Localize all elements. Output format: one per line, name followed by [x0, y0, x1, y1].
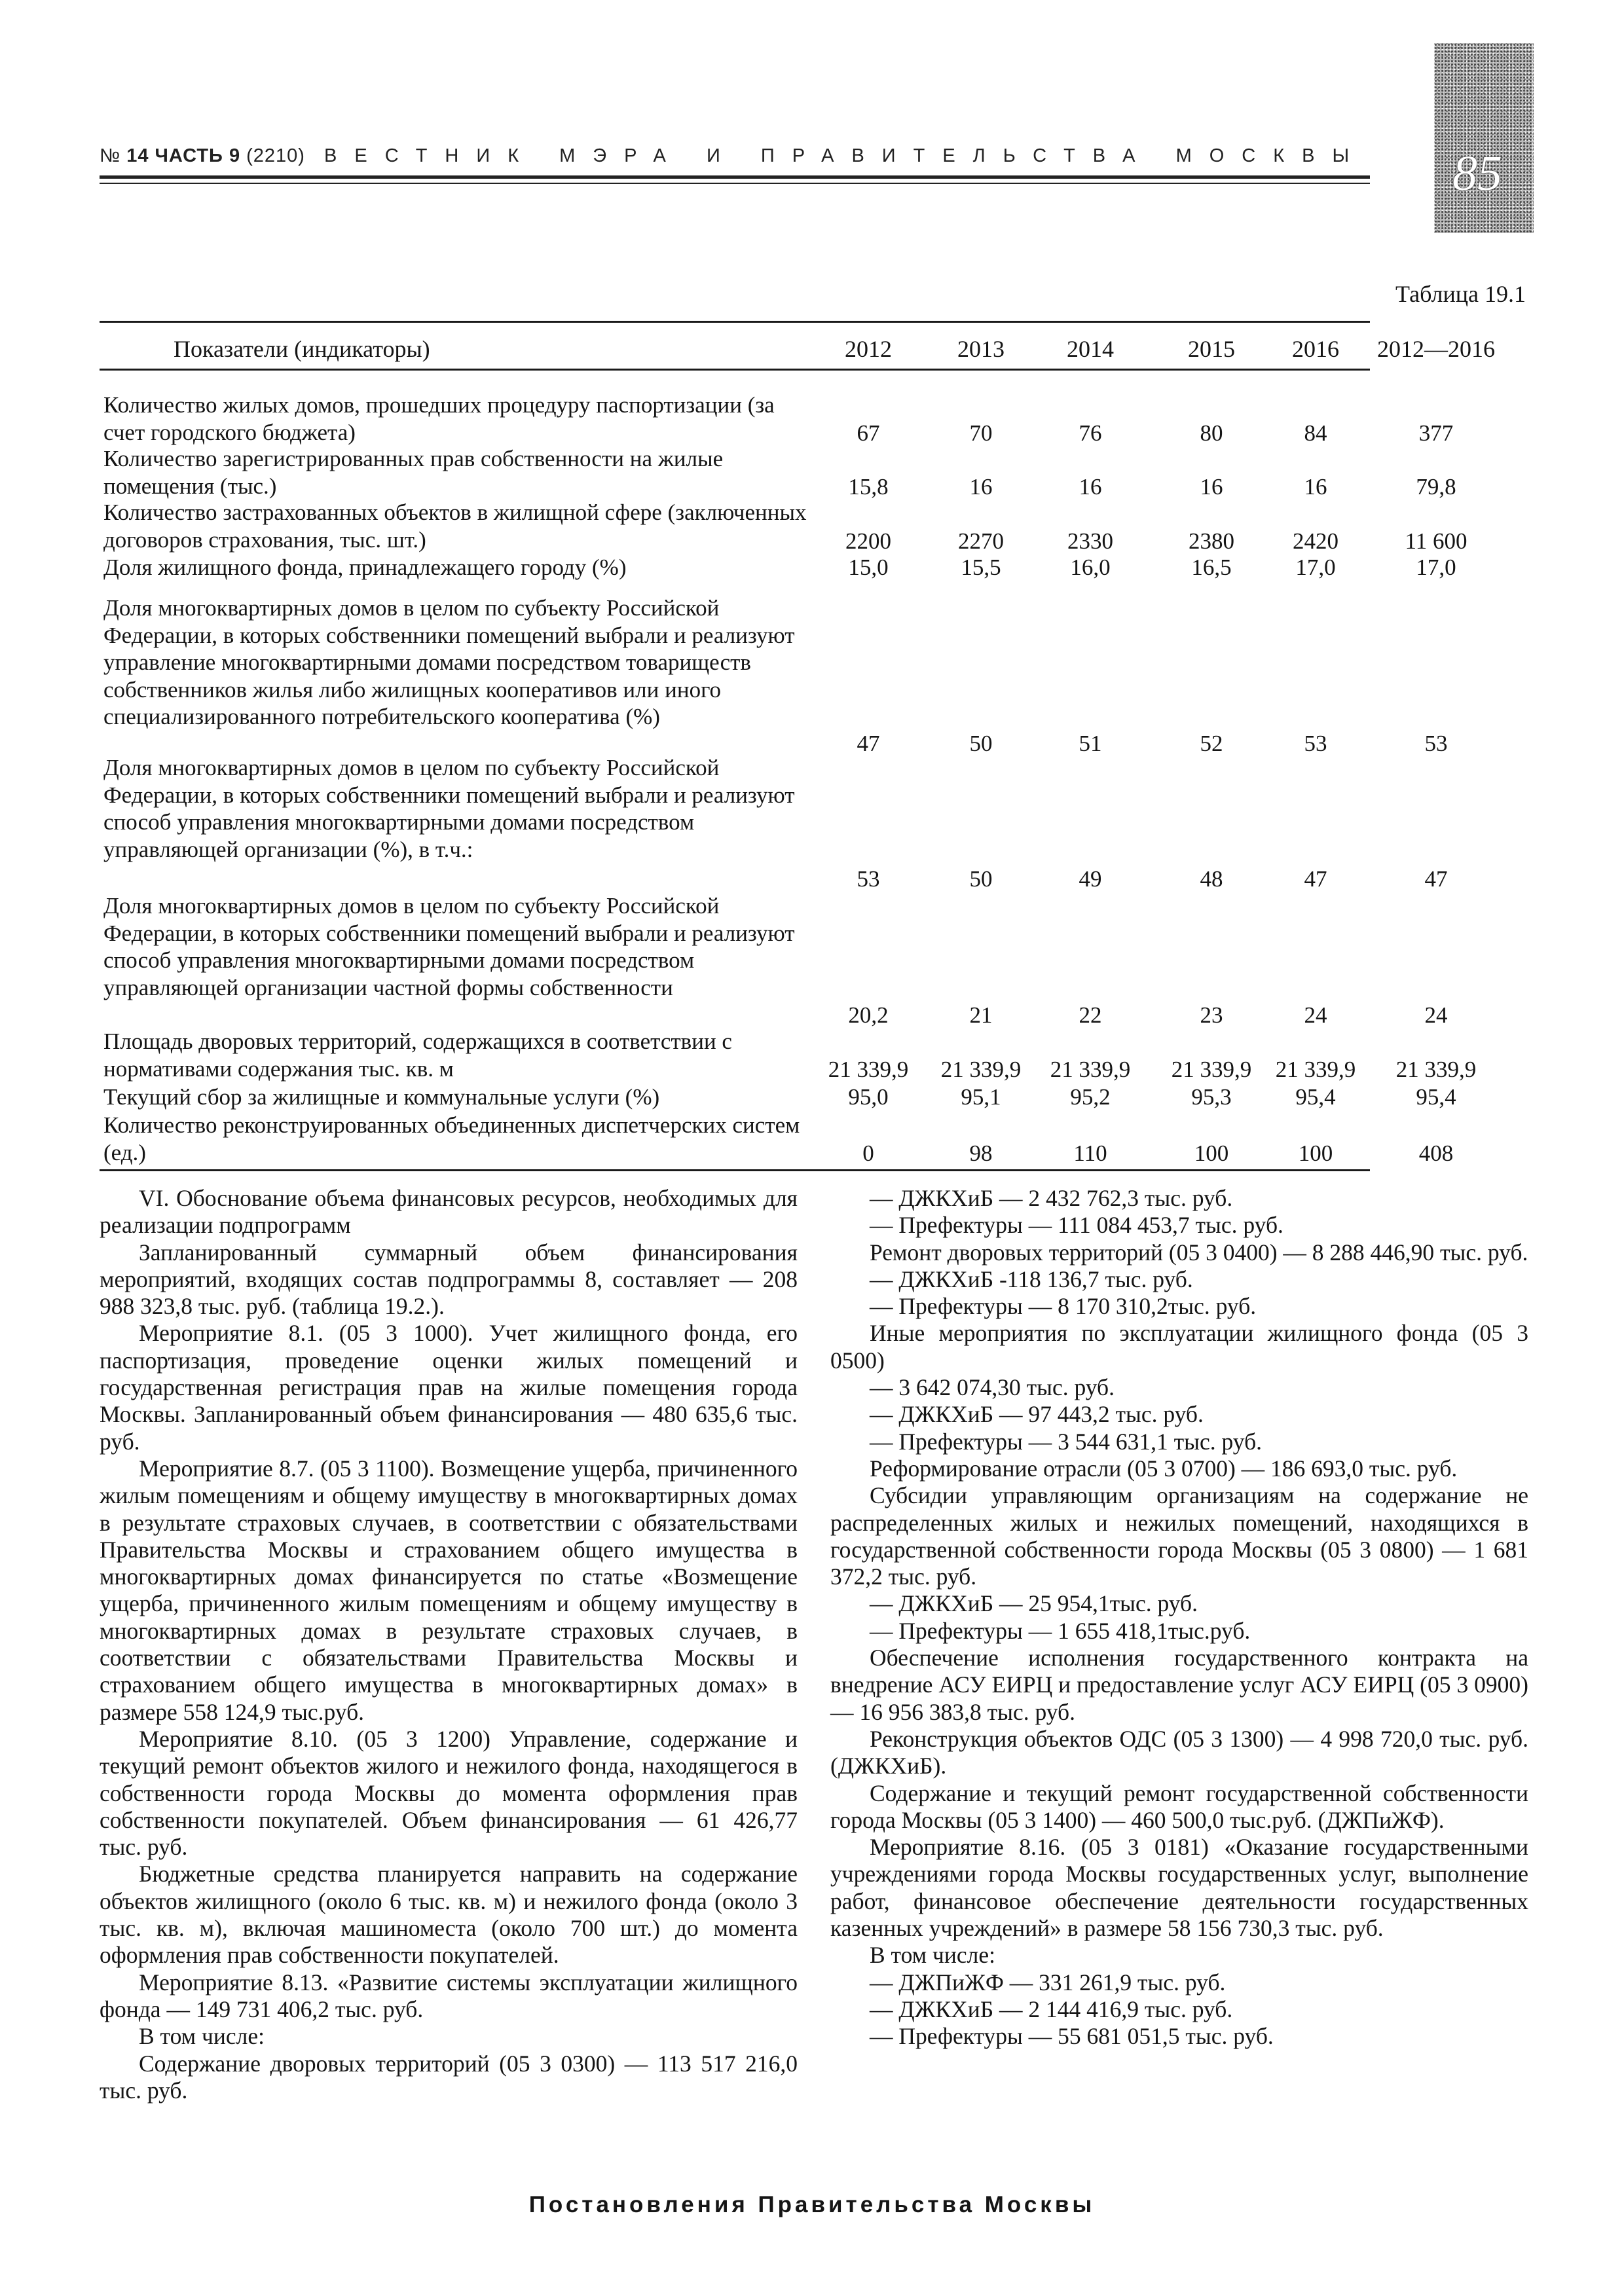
table-cell: 53 [1304, 731, 1327, 756]
header-rule-thin [100, 183, 1370, 184]
table-cell: 16 [1079, 474, 1102, 500]
table-top-rule [100, 321, 1370, 323]
header-2016: 2016 [1292, 336, 1339, 362]
paragraph: Обеспечение исполнения государственного контракта на внедрение АСУ ЕИРЦ и предоставление услуг АСУ ЕИРЦ (05 3 0900) — 16 956 383,8 тыс. руб. [830, 1645, 1528, 1725]
table-cell: 408 [1418, 1140, 1454, 1166]
table-cell: 70 [969, 420, 993, 446]
table-cell: 21 339,9 [940, 1057, 1022, 1082]
table-cell: 21 [969, 1002, 993, 1028]
header-rule-thick [100, 175, 1370, 179]
table-cell: 20,2 [848, 1002, 889, 1028]
paragraph: Бюджетные средства планируется направить на содержание объектов жилищного (около 6 тыс. кв. м) и нежилого фонда (около 3 тыс. кв. м), включая машиноместа (около 700 шт.) до момента оформления прав собственности покупателей. [100, 1861, 798, 1969]
paragraph: VI. Обоснование объема финансовых ресурсов, необходимых для реализации подпрограмм [100, 1185, 798, 1239]
table-cell: 47 [1304, 866, 1327, 892]
table-cell: 15,5 [961, 555, 1001, 580]
left-column [100, 1185, 798, 2104]
table-cell: 21 339,9 [1395, 1057, 1477, 1082]
paragraph: — ДЖКХиБ -118 136,7 тыс. руб. [870, 1266, 1193, 1292]
table-cell: 17,0 [1295, 555, 1336, 580]
table-cell: 95,4 [1416, 1084, 1456, 1110]
paragraph: Субсидии управляющим организациям на содержание не распределенных жилых и нежилых помещений, находящихся в государственной собственности города Москвы (05 3 0800) — 1 681 372,2 тыс. руб. [830, 1482, 1528, 1590]
table-row-label: Количество реконструированных объединенных диспетчерских систем (ед.) [103, 1112, 800, 1165]
table-cell: 84 [1304, 420, 1327, 446]
paragraph: В том числе: [139, 2023, 265, 2050]
table-row-label: Доля многоквартирных домов в целом по субъекту Российской Федерации, в которых собственники помещений выбрали и реализуют способ управления многоквартирными домами посредством управляющей организации (%), в т.ч.: [103, 755, 795, 862]
paragraph: — Префектуры — 55 681 051,5 тыс. руб. [870, 2023, 1274, 2050]
paragraph: Реконструкция объектов ОДС (05 3 1300) — 4 998 720,0 тыс. руб. (ДЖКХиБ). [830, 1725, 1528, 1779]
table-row-label: Текущий сбор за жилищные и коммунальные услуги (%) [103, 1084, 660, 1110]
table-caption: Таблица 19.1 [1395, 281, 1526, 307]
table-cell: 21 339,9 [1050, 1057, 1131, 1082]
number-sign: № [100, 145, 121, 166]
table-row-label: Количество зарегистрированных прав собственности на жилые помещения (тыс.) [103, 446, 724, 499]
table-row-label: Доля жилищного фонда, принадлежащего городу (%) [103, 555, 627, 580]
table-row-label: Количество застрахованных объектов в жилищной сфере (заключенных договоров страхования, тыс. шт.) [103, 500, 807, 553]
table-row-label: Количество жилых домов, прошедших процедуру паспортизации (за счет городского бюджета) [103, 392, 775, 445]
paragraph: — ДЖКХиБ — 97 443,2 тыс. руб. [870, 1401, 1204, 1428]
paragraph: Мероприятие 8.1. (05 3 1000). Учет жилищного фонда, его паспортизация, проведение оценки жилых помещений и государственная регистрация прав на жилые помещения города Москвы. Запланированный объем финансирования — 480 635,6 тыс. руб. [100, 1320, 798, 1455]
paragraph: Мероприятие 8.10. (05 3 1200) Управление, содержание и текущий ремонт объектов жилого и нежилого фонда, находящегося в собственности города Москвы до момента оформления прав собственности покупателей. Объем финансирования — 61 426,77 тыс. руб. [100, 1725, 798, 1861]
table-cell: 0 [862, 1140, 874, 1166]
table-cell: 2270 [958, 528, 1004, 554]
table-cell: 377 [1418, 420, 1454, 446]
table-cell: 50 [969, 866, 993, 892]
part-label: ЧАСТЬ 9 [155, 145, 241, 166]
table-cell: 95,4 [1295, 1084, 1336, 1110]
table-cell: 2420 [1293, 528, 1338, 554]
paragraph: — ДЖПиЖФ — 331 261,9 тыс. руб. [870, 1969, 1226, 1995]
header-2014: 2014 [1067, 336, 1114, 362]
table-cell: 53 [1424, 731, 1448, 756]
table-cell: 22 [1079, 1002, 1102, 1028]
header-total: 2012—2016 [1377, 336, 1495, 362]
table-cell: 47 [857, 731, 880, 756]
table-row-label: Доля многоквартирных домов в целом по субъекту Российской Федерации, в которых собственники помещений выбрали и реализуют управление многоквартирными домами посредством товариществ собственников жилья либо жилищных кооперативов или иного специализированного потребительского кооператива (%) [103, 595, 795, 729]
table-cell: 76 [1079, 420, 1102, 446]
table-cell: 23 [1200, 1002, 1223, 1028]
paragraph: — ДЖКХиБ — 25 954,1тыс. руб. [870, 1590, 1198, 1617]
table-cell: 53 [857, 866, 880, 892]
table-cell: 21 339,9 [1275, 1057, 1356, 1082]
footer-title: Постановления Правительства Москвы [528, 2192, 1096, 2217]
paragraph: Мероприятие 8.16. (05 3 0181) «Оказание государственными учреждениями города Москвы государственных услуг, выполнение работ, финансовое обеспечение деятельности государственных казенных учреждений» в размере 58 156 730,3 тыс. руб. [830, 1834, 1528, 1942]
table-cell: 16,5 [1191, 555, 1232, 580]
table-cell: 100 [1298, 1140, 1333, 1166]
table-cell: 51 [1079, 731, 1102, 756]
table-cell: 95,2 [1070, 1084, 1111, 1110]
paragraph: В том числе: [870, 1942, 995, 1969]
table-cell: 15,8 [848, 474, 889, 500]
header-2015: 2015 [1188, 336, 1235, 362]
table-cell: 24 [1424, 1002, 1448, 1028]
header-2013: 2013 [957, 336, 1005, 362]
table-cell: 2200 [845, 528, 891, 554]
paragraph: Мероприятие 8.7. (05 3 1100). Возмещение ущерба, причиненного жилым помещениям и общему имуществу в многоквартирных домах в результате страховых случаев, в соответствии с обязательствами Правительства Москвы и страхованием общего имущества в многоквартирных домах финансируется по статье «Возмещение ущерба, причиненного жилым помещениям и общему имуществу в многоквартирных домах в результате страховых случаев, в соответствии с обязательствами Правительства Москвы и страхованием общего имущества в многоквартирных домах» в размере 558 124,9 тыс.руб. [100, 1455, 798, 1725]
paragraph: — Префектуры — 8 170 310,2тыс. руб. [870, 1293, 1257, 1320]
table-row-label: Доля многоквартирных домов в целом по субъекту Российской Федерации, в которых собственники помещений выбрали и реализуют способ управления многоквартирными домами посредством управляющей организации частной формы собственности [103, 893, 795, 1000]
table-cell: 17,0 [1416, 555, 1456, 580]
table-cell: 2380 [1189, 528, 1234, 554]
paragraph: Мероприятие 8.13. «Развитие системы эксплуатации жилищного фонда — 149 731 406,2 тыс. руб. [100, 1969, 798, 2022]
table-cell: 24 [1304, 1002, 1327, 1028]
table-cell: 98 [969, 1140, 993, 1166]
publication-title: ВЕСТНИК МЭРА И ПРАВИТЕЛЬСТВА МОСКВЫ [324, 145, 1367, 166]
header-indicators: Показатели (индикаторы) [174, 336, 430, 362]
issue-number: 14 [126, 145, 149, 166]
table-cell: 48 [1200, 866, 1223, 892]
table-cell: 49 [1079, 866, 1102, 892]
paragraph: — ДЖКХиБ — 2 144 416,9 тыс. руб. [870, 1995, 1233, 2022]
table-cell: 16 [969, 474, 993, 500]
table-cell: 95,0 [848, 1084, 889, 1110]
table-cell: 21 339,9 [828, 1057, 909, 1082]
table-cell: 67 [857, 420, 880, 446]
paragraph: Реформирование отрасли (05 3 0700) — 186 693,0 тыс. руб. [870, 1455, 1458, 1482]
table-cell: 16 [1304, 474, 1327, 500]
page-badge [1434, 43, 1534, 233]
paragraph: — Префектуры — 1 655 418,1тыс.руб. [870, 1617, 1251, 1644]
right-column [830, 1185, 1528, 2050]
table-cell: 11 600 [1405, 528, 1467, 554]
table-cell: 110 [1073, 1140, 1107, 1166]
paragraph: Содержание и текущий ремонт государственной собственности города Москвы (05 3 1400) — 460 500,0 тыс.руб. (ДЖПиЖФ). [830, 1779, 1528, 1833]
paragraph: — ДЖКХиБ — 2 432 762,3 тыс. руб. [870, 1185, 1233, 1211]
table-bottom-rule [100, 1169, 1370, 1171]
table-cell: 15,0 [848, 555, 889, 580]
table-cell: 100 [1194, 1140, 1229, 1166]
paragraph: Запланированный суммарный объем финансирования мероприятий, входящих состав подпрограммы 8, составляет — 208 988 323,8 тыс. руб. (таблица 19.2.). [100, 1239, 798, 1320]
table-cell: 2330 [1067, 528, 1113, 554]
paragraph: Содержание дворовых территорий (05 3 0300) — 113 517 216,0 тыс. руб. [100, 2050, 798, 2104]
table-header-rule [100, 369, 1370, 371]
table-cell: 79,8 [1416, 474, 1456, 500]
serial-number: (2210) [246, 145, 305, 166]
table-cell: 21 339,9 [1171, 1057, 1252, 1082]
table-cell: 50 [969, 731, 993, 756]
table-cell: 47 [1424, 866, 1448, 892]
table-cell: 52 [1200, 731, 1223, 756]
table-cell: 16 [1200, 474, 1223, 500]
paragraph: Иные мероприятия по эксплуатации жилищного фонда (05 3 0500) [830, 1320, 1528, 1374]
paragraph: — 3 642 074,30 тыс. руб. [870, 1374, 1115, 1401]
page-number: 85 [1452, 146, 1502, 201]
table-row-label: Площадь дворовых территорий, содержащихся в соответствии с нормативами содержания тыс. кв. м [103, 1029, 732, 1082]
running-header [100, 145, 1367, 167]
paragraph: — Префектуры — 3 544 631,1 тыс. руб. [870, 1428, 1263, 1455]
paragraph: — Префектуры — 111 084 453,7 тыс. руб. [870, 1212, 1283, 1239]
table-cell: 80 [1200, 420, 1223, 446]
header-2012: 2012 [845, 336, 892, 362]
table-cell: 95,3 [1191, 1084, 1232, 1110]
paragraph: Ремонт дворовых территорий (05 3 0400) — 8 288 446,90 тыс. руб. [870, 1239, 1528, 1266]
table-cell: 95,1 [961, 1084, 1001, 1110]
table-cell: 16,0 [1070, 555, 1111, 580]
